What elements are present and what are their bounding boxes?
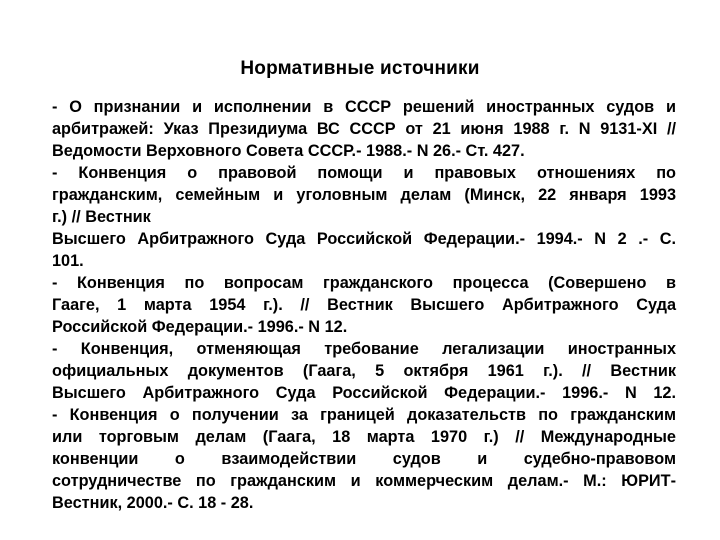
text-line: или торговым делам (Гаага, 18 марта 1970 г.) // Международные (52, 428, 676, 446)
text-line: Гааге, 1 марта 1954 г.). // Вестник Высшего Арбитражного Суда (52, 296, 676, 314)
text-line: гражданским, семейным и уголовным делам (Минск, 22 января 1993 (52, 186, 676, 204)
text-line: 101. (52, 252, 84, 270)
text-line: Российской Федерации.- 1996.- N 12. (52, 318, 348, 336)
sources-list (52, 96, 676, 514)
text-line: - Конвенция о правовой помощи и правовых отношениях по (52, 164, 676, 182)
text-line: конвенции о взаимодействии судов и судебно-правовом (52, 450, 676, 468)
text-line: Высшего Арбитражного Суда Российской Федерации.- 1996.- N 12. (52, 384, 676, 402)
text-line: - Конвенция о получении за границей доказательств по гражданским (52, 406, 676, 424)
text-line: - Конвенция, отменяющая требование легализации иностранных (52, 340, 676, 358)
text-line: г.) // Вестник (52, 208, 151, 226)
text-line: официальных документов (Гаага, 5 октября 1961 г.). // Вестник (52, 362, 676, 380)
text-line: Высшего Арбитражного Суда Российской Федерации.- 1994.- N 2 .- С. (52, 230, 676, 248)
text-line: сотрудничестве по гражданским и коммерческим делам.- М.: ЮРИТ- (52, 472, 676, 490)
text-line: - Конвенция по вопросам гражданского процесса (Совершено в (52, 274, 676, 292)
page-title: Нормативные источники (240, 58, 480, 79)
text-line: арбитражей: Указ Президиума ВС СССР от 21 июня 1988 г. N 9131-XI // (52, 120, 676, 138)
text-line: Ведомости Верховного Совета СССР.- 1988.- N 26.- Ст. 427. (52, 142, 525, 160)
text-line: Вестник, 2000.- С. 18 - 28. (52, 494, 254, 512)
text-line: - О признании и исполнении в СССР решений иностранных судов и (52, 98, 676, 116)
